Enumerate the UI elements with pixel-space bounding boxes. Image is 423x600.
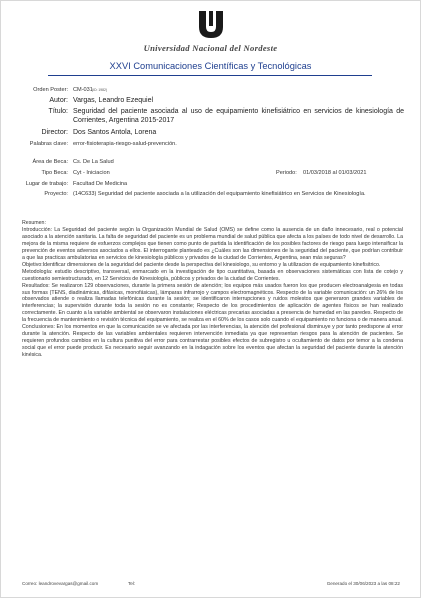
area-beca-label: Área de Beca: bbox=[32, 159, 68, 165]
palabras-clave-value: error-fisioterapia-riesgo-salud-prevención. bbox=[73, 141, 177, 147]
resumen-conclusiones: Conclusiones: En los momentos en que la comunicación se ve afectada por las interferencias, la atención del profesional disminuye y por tanto predispone al error durante la atención. Respecto de las variables ambientales requieren intervención inmediata ya que representan riesgos para la atención de pacientes. Se requieren profundos cambios en la cultura punitiva del error para contrarrestar posibles efectos de subregistro u ocultamiento de datos por temor a la condena social que el error puede producir. Es necesario seguir avanzando en la indagación sobre los eventos que afectan la seguridad del paciente durante la atención kinésica. bbox=[22, 324, 403, 359]
autor-label: Autor: bbox=[49, 97, 68, 104]
titulo-label: Título: bbox=[48, 108, 68, 115]
resumen-metodologia: Metodología: estudio descriptivo, transversal, enmarcado en la investigación de tipo cuantitativa, basada en observaciones sistemáticas con lista de cotejo y cuestionario semiestructurado, en 12 Servicios de Kinesiología, públicos y privados de la ciudad de Corrientes. bbox=[22, 268, 403, 282]
poster-id: (ID: 1982) bbox=[92, 88, 108, 92]
tipo-beca-value: Cyt - Iniciacion bbox=[73, 170, 110, 176]
footer-correo: Correo: leandrovevargas@gmail.com bbox=[22, 581, 99, 586]
university-name: Universidad Nacional del Nordeste bbox=[143, 43, 278, 53]
resumen-introduccion: Introducción: La Seguridad del paciente según la Organización Mundial de Salud (OMS) se define como la ausencia de un daño innecesario, real o potencial asociado a la atención sanitaria. La falta de seguridad del paciente es un problema mundial de salud pública que afecta a los países de todo nivel de desarrollo. La mejora de la misma requiere de esfuerzos complejos que tienen como punto de partida la identificación de los posibles factores de riesgo para luego intensificar la prevención de eventos adversos asociados a ellos. El interrogante planteado es ¿Cuáles son las dimensiones de la seguridad del paciente, que podrían contribuir a que las practicas ambulatorias en servicios de kinesiología públicos y privados de la ciudad de Corrientes, Argentina, sean más seguras? bbox=[22, 226, 403, 261]
header-divider bbox=[48, 75, 372, 76]
orden-poster-value: CM-031 bbox=[73, 87, 93, 93]
resumen-objetivo: Objetivo:Identificar dimensiones de la seguridad del paciente desde la perspectiva del kinesiologo, su entorno y la utilizacion de equipamiento kinefisitrico. bbox=[22, 261, 381, 268]
lugar-trabajo-label: Lugar de trabajo: bbox=[25, 181, 68, 187]
resumen-resultados: Resultados: Se realizaron 129 observaciones, durante la primera sesión de atención; los equipos más usados fueron los que producen electroanalgesia en todas sus formas (TENS, diadinámicas, difásicas, monofásicas), lámparas infrarrojo y campos electromagnéticos. Respecto de la variable comunicación: un 26% de los observados atiende o realiza llamadas telefónicas durante la sesión; se identificaron interrupciones y ruidos molestos que generaron grandes variables de interferencias; la supervisión durante toda la sesión no es constante; Respecto de los procedimientos de aplicación de agentes físicos se han realizado correctamente. En cuanto a la variable ambiental se observaron instalaciones eléctricas precarias asociadas a presencia de humedad en las paredes. Respecto de la frecuencia de mantenimiento o revisión técnica del equipamiento, se realiza en el 60% de los casos solo cuando el equipamiento no funciona o de manera anual. bbox=[22, 282, 403, 324]
director-label: Director: bbox=[41, 129, 68, 136]
footer-tel: Tel: bbox=[128, 581, 136, 586]
event-title: XXVI Comunicaciones Científicas y Tecnológicas bbox=[109, 61, 312, 71]
titulo-value: Seguridad del paciente asociada al uso de equipamiento kinefisiátrico en servicios de kinesiología de Corrientes, Argentina 2015-2017 bbox=[73, 108, 404, 124]
resumen-heading: Resumen: bbox=[22, 220, 46, 226]
university-logo bbox=[1, 7, 420, 43]
footer-generado: Generado el 30/06/2023 a las 08:22 bbox=[326, 581, 400, 586]
proyecto-value: (14C633) Seguridad del paciente asociada a la utilización del equipamiento kinefisiátrico en Servicios de Kinesiología. bbox=[73, 191, 366, 197]
periodo-label: Periodo: bbox=[276, 170, 297, 176]
orden-poster-label: Orden Poster: bbox=[33, 87, 68, 93]
palabras-clave-label: Palabras clave: bbox=[29, 141, 68, 147]
director-value: Dos Santos Antola, Lorena bbox=[73, 129, 157, 136]
area-beca-value: Cs. De La Salud bbox=[73, 159, 114, 165]
autor-value: Vargas, Leandro Ezequiel bbox=[73, 97, 154, 104]
periodo-value: 01/03/2018 al 01/03/2021 bbox=[303, 170, 367, 176]
proyecto-label: Proyecto: bbox=[44, 191, 68, 197]
resumen-section bbox=[22, 220, 403, 359]
lugar-trabajo-value: Facultad De Medicina bbox=[73, 181, 128, 187]
tipo-beca-label: Tipo Beca: bbox=[41, 170, 68, 176]
